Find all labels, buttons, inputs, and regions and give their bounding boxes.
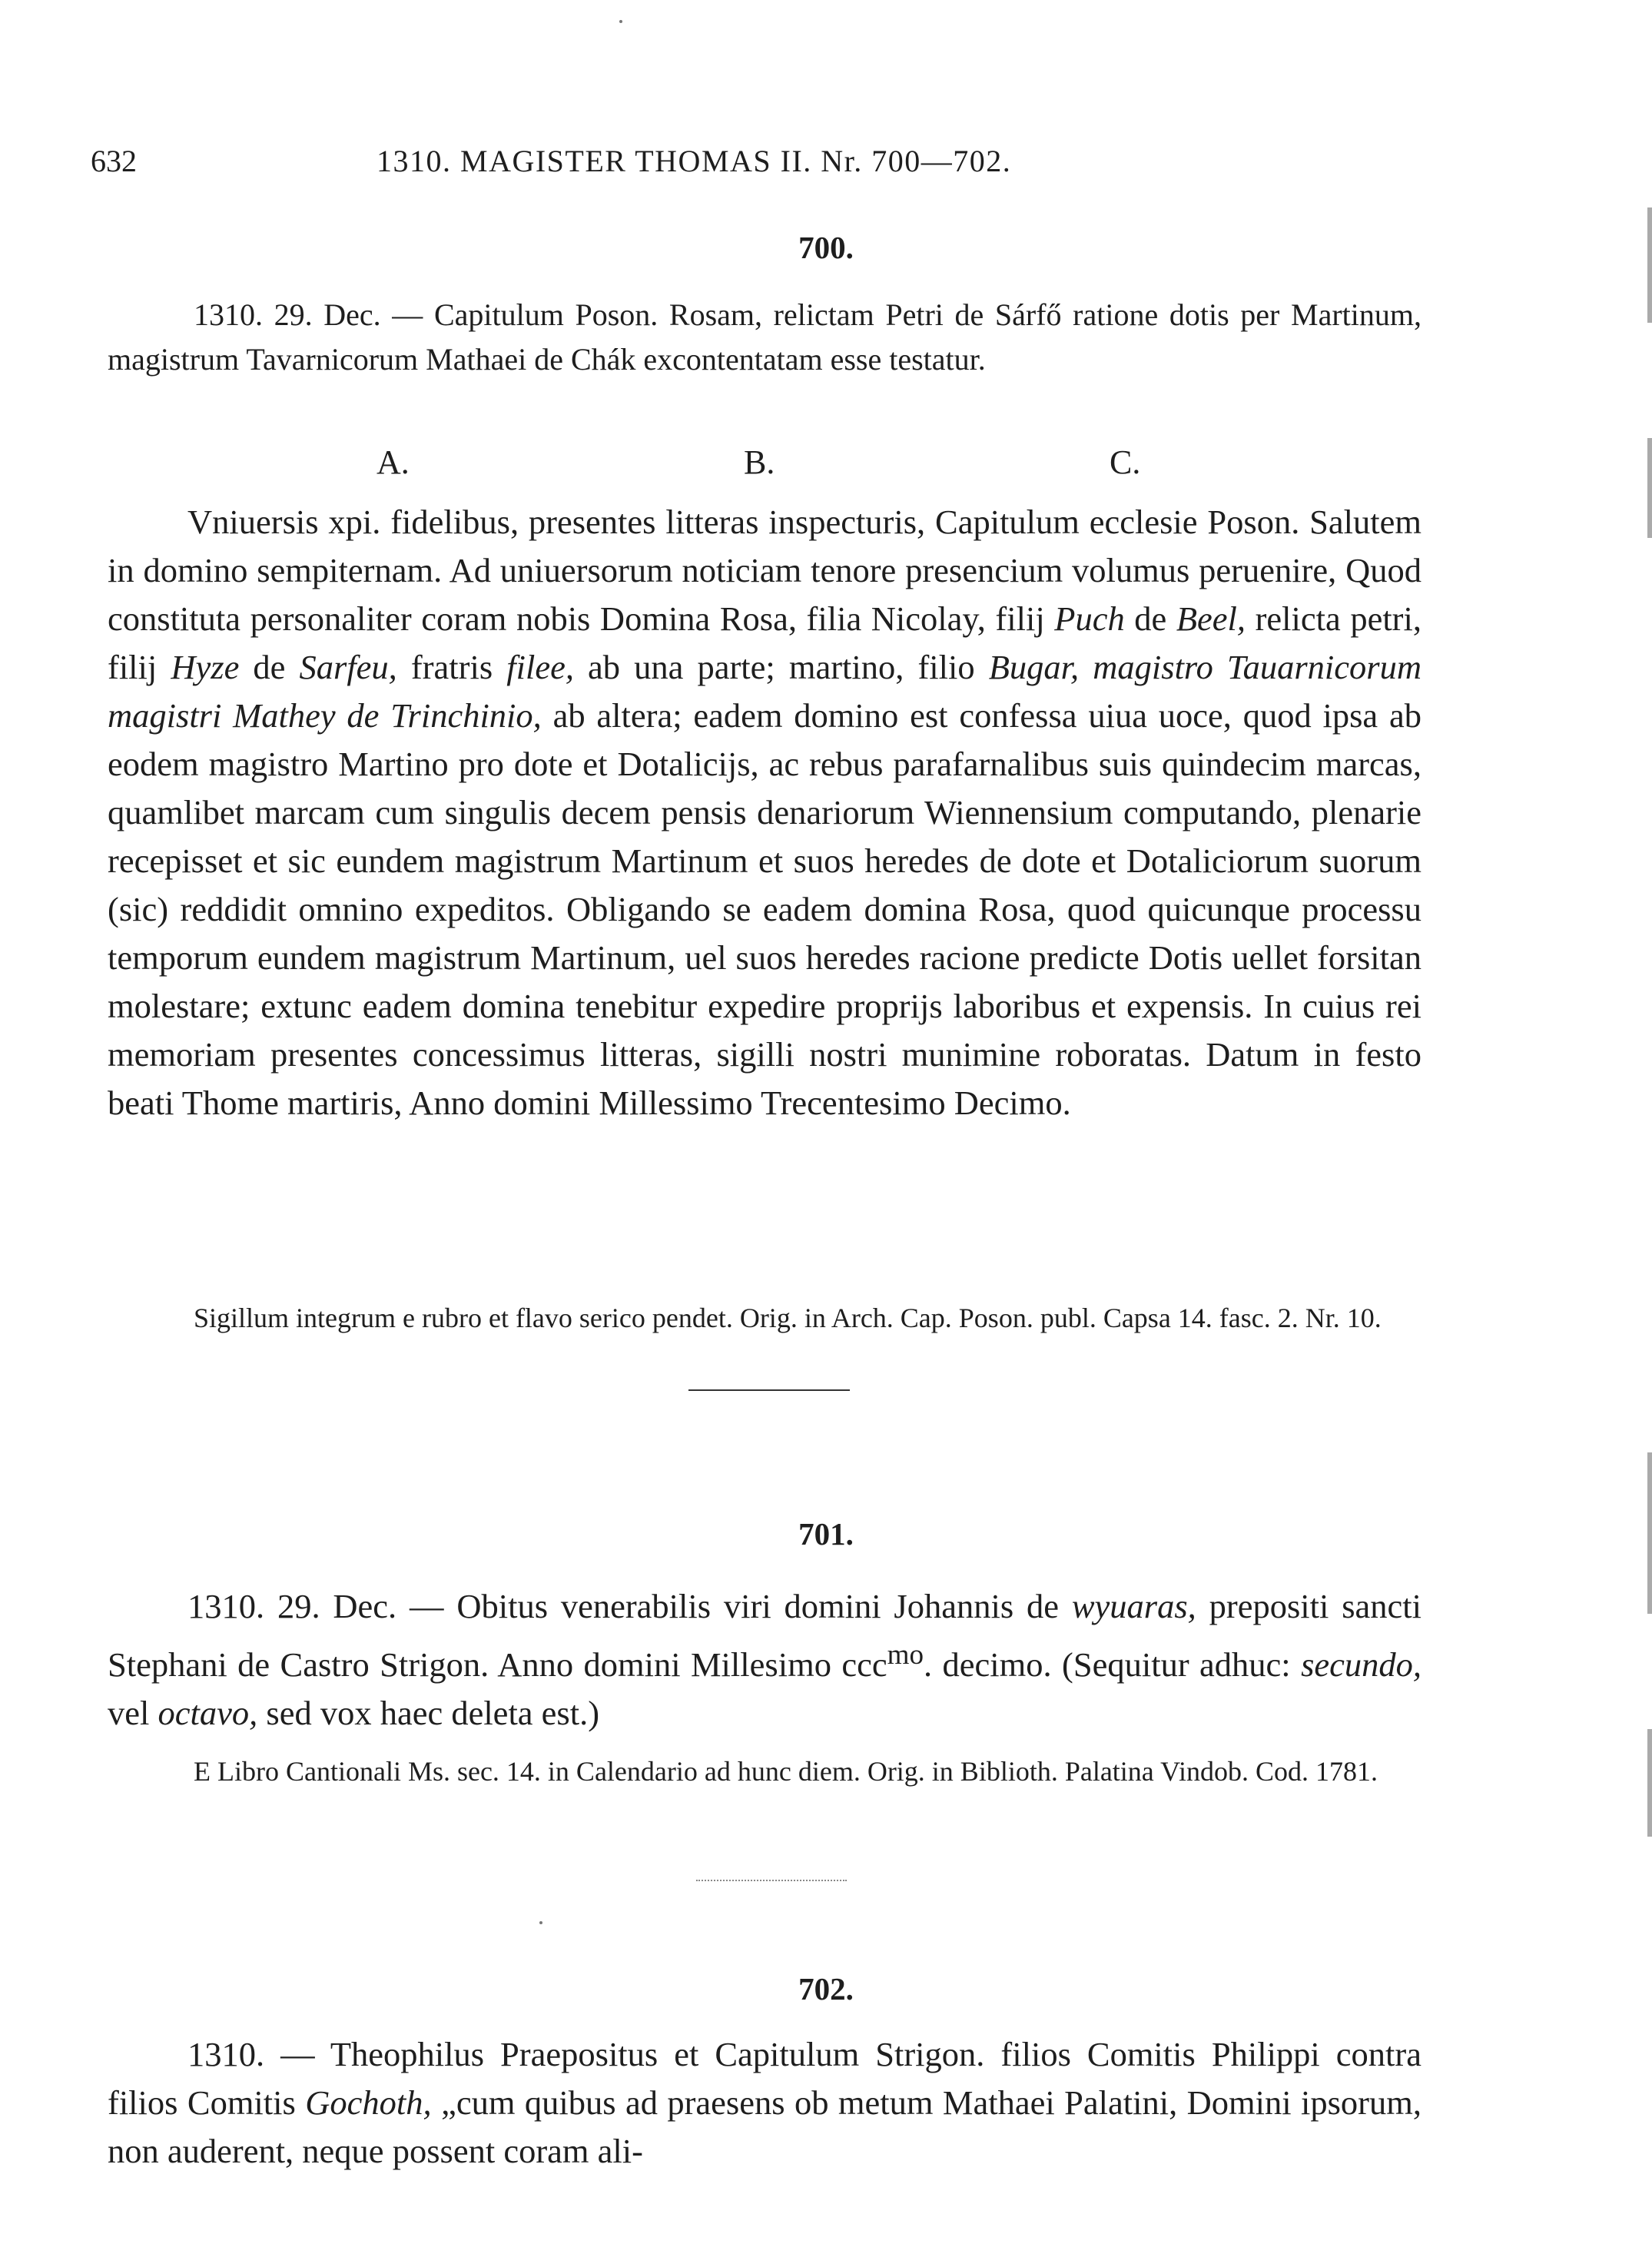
siglum-a: A. <box>377 443 410 481</box>
text-run: relicta petri, filij <box>108 599 1421 686</box>
siglum-b: B. <box>744 443 775 481</box>
text-run: ab una parte; martino, filio <box>573 648 989 686</box>
section-rule <box>688 1389 850 1391</box>
siglum-c: C. <box>1110 443 1141 481</box>
text-run: sed vox haec deleta est.) <box>257 1693 600 1732</box>
italic-name: Sarfeu, <box>299 648 397 686</box>
entry-paragraph <box>108 1582 1421 1738</box>
text-run: . decimo. (Sequitur adhuc: <box>924 1645 1302 1684</box>
page-number: 632 <box>91 144 137 178</box>
scan-speck <box>619 20 622 23</box>
text-run: 1310. 29. Dec. — Obitus venerabilis viri domini Johannis de <box>187 1587 1072 1625</box>
scan-edge-mark <box>1647 1729 1652 1837</box>
text-run: Vniuersis xpi. fidelibus, presentes litteras inspecturis, Capitulum ecclesie Poson. Salutem in domino sempiternam. Ad uniuersorum noticiam tenore presencium volumus peruenire, Quod constituta personaliter coram nobis Domina Rosa, filia Nicolay, filij <box>108 503 1421 638</box>
regest-700 <box>108 293 1421 382</box>
italic-word: secundo, <box>1301 1645 1422 1684</box>
italic-name: filee, <box>506 648 574 686</box>
document-number-700: 700. <box>798 230 854 265</box>
entry-text-702 <box>108 2030 1421 2176</box>
italic-name: Gochoth, <box>305 2083 432 2122</box>
text-run: prepositi sancti Stephani de Castro Strigon. Anno domini Millesimo ccc <box>108 1587 1421 1684</box>
text-run: de <box>239 648 300 686</box>
italic-name: Bugar, magistro Tauarnicorum magistri Mathey de Trinchinio, <box>108 648 1421 735</box>
charter-text-700 <box>108 498 1421 1127</box>
document-number-701: 701. <box>798 1516 854 1552</box>
italic-name: wyuaras, <box>1071 1587 1196 1625</box>
entry-paragraph <box>108 2030 1421 2176</box>
italic-name: Hyze <box>171 648 240 686</box>
section-separator <box>696 1880 847 1881</box>
text-run: fratris <box>396 648 507 686</box>
page-header <box>91 143 1428 189</box>
source-note-text: E Libro Cantionali Ms. sec. 14. in Calendario ad hunc diem. Orig. in Biblioth. Palatina Vindob. Cod. 1781. <box>194 1756 1378 1787</box>
superscript: mo <box>887 1639 924 1671</box>
text-run: 1310. — Theophilus Praepositus et Capitulum Strigon. filios Comitis Philippi contra filios Comitis <box>108 2035 1421 2122</box>
text-run: vel <box>108 1693 158 1732</box>
italic-name: Beel, <box>1176 599 1246 638</box>
scan-speck <box>539 1921 542 1924</box>
charter-paragraph <box>108 498 1421 1127</box>
regest-text: 1310. 29. Dec. — Capitulum Poson. Rosam, relictam Petri de Sárfő ratione dotis per Martinum, magistrum Tavarnicorum Mathaei de Chák excontentatam esse testatur. <box>108 297 1421 377</box>
text-run: ab altera; eadem domino est confessa uiua uoce, quod ipsa ab eodem magistro Martino pro dote et Dotalicijs, ac rebus parafarnalibus suis quindecim marcas, quamlibet marcam cum singulis decem pensis denariorum Wiennensium computando, plenarie recepisset et sic eundem magistrum Martinum et suos heredes de dote et Dotaliciorum suorum (sic) reddidit omnino expeditos. Obligando se eadem domina Rosa, quod quicunque processu temporum eundem magistrum Martinum, uel suos heredes racione predicte Dotis uellet forsitan molestare; extunc eadem domina tenebitur expedire proprijs laboribus et expensis. In cuius rei memoriam presentes concessimus litteras, sigilli nostri munimine roboratas. Datum in festo beati Thome martiris, Anno domini Millessimo Trecentesimo Decimo. <box>108 696 1421 1122</box>
source-note-700 <box>108 1296 1421 1340</box>
source-note-701 <box>108 1749 1421 1794</box>
italic-word: octavo, <box>158 1693 258 1732</box>
text-run: de <box>1124 599 1176 638</box>
italic-name: Puch <box>1054 599 1125 638</box>
entry-text-701 <box>108 1582 1421 1738</box>
scan-edge-mark <box>1647 438 1652 538</box>
running-title: 1310. MAGISTER THOMAS II. Nr. 700—702. <box>377 144 1012 178</box>
document-number-702: 702. <box>798 1971 854 2006</box>
source-note-text: Sigillum integrum e rubro et flavo serico pendet. Orig. in Arch. Cap. Poson. publ. Capsa 14. fasc. 2. Nr. 10. <box>194 1303 1382 1333</box>
text-run: „cum quibus ad praesens ob metum Mathaei Palatini, Domini ipsorum, non auderent, neque possent coram ali- <box>108 2083 1421 2170</box>
